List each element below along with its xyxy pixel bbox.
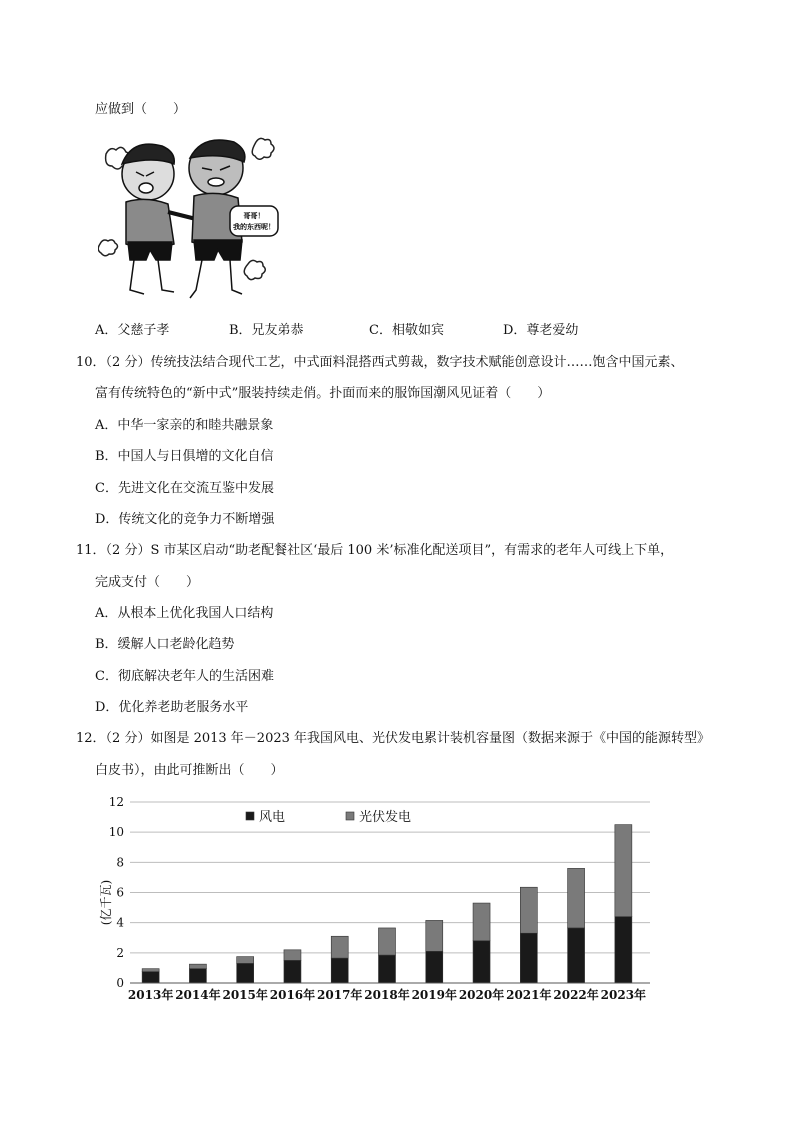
- q12-stem-line-1: 12．（2 分）如图是 2013 年－2023 年我国风电、光伏发电累计装机容量图（数据来源于《中国的能源转型》: [76, 731, 711, 746]
- bar-wind-2017年: [331, 958, 348, 983]
- q12-stem-line-2: 白皮书），由此可推断出（ ）: [95, 763, 284, 778]
- legend-swatch-wind: [246, 812, 254, 820]
- q10-option-d[interactable]: D．传统文化的竞争力不断增强: [95, 512, 275, 527]
- q11-stem-line-1: 11．（2 分）S 市某区启动“助老配餐社区‘最后 100 米’标准化配送项目”，有需求的老年人可线上下单，: [76, 543, 674, 558]
- x-tick-label-2023年: 2023年: [600, 988, 647, 1002]
- y-axis-label: (亿千瓦): [99, 879, 113, 926]
- q10-option-a[interactable]: A．中华一家亲的和睦共融景象: [95, 418, 274, 433]
- y-tick-label-10: 10: [108, 825, 124, 840]
- bar-wind-2016年: [284, 960, 301, 983]
- bar-solar-2020年: [473, 903, 490, 941]
- q11-option-a[interactable]: A．从根本上优化我国人口结构: [95, 606, 274, 621]
- y-tick-label-4: 4: [116, 915, 124, 930]
- capacity-stacked-bar-chart: [98, 790, 658, 1010]
- bar-wind-2020年: [473, 941, 490, 983]
- bar-solar-2022年: [568, 868, 585, 928]
- chart-legend: [246, 809, 411, 825]
- bar-solar-2014年: [189, 964, 206, 969]
- q11-option-b[interactable]: B．缓解人口老龄化趋势: [95, 637, 235, 652]
- x-tick-label-2018年: 2018年: [364, 988, 410, 1002]
- speech-bubble-line-1: 哥哥！: [243, 211, 265, 220]
- x-tick-label-2013年: 2013年: [127, 988, 174, 1002]
- q11-stem-line-2: 完成支付（ ）: [95, 575, 200, 590]
- bar-wind-2019年: [426, 951, 443, 983]
- x-tick-label-2014年: 2014年: [175, 988, 221, 1002]
- x-tick-label-2021年: 2021年: [506, 988, 552, 1002]
- legend-swatch-solar: [346, 812, 354, 820]
- bar-solar-2021年: [520, 887, 537, 933]
- bar-wind-2013年: [142, 972, 159, 983]
- speech-bubble-line-2: 我的东西呢！: [233, 222, 275, 231]
- x-tick-label-2017年: 2017年: [317, 988, 363, 1002]
- legend-label-solar: 光伏发电: [359, 810, 412, 825]
- bar-solar-2015年: [237, 957, 254, 964]
- bar-solar-2013年: [142, 969, 159, 972]
- q9-option-d[interactable]: D．尊老爱幼: [503, 323, 579, 338]
- x-tick-label-2016年: 2016年: [269, 988, 316, 1002]
- x-tick-label-2015年: 2015年: [222, 988, 268, 1002]
- bar-solar-2016年: [284, 950, 301, 961]
- q9-option-c[interactable]: C．相敬如宾: [369, 323, 444, 338]
- legend-label-wind: 风电: [259, 810, 286, 825]
- bar-wind-2022年: [568, 928, 585, 983]
- y-tick-label-6: 6: [116, 885, 124, 900]
- bar-wind-2014年: [189, 969, 206, 983]
- bar-solar-2017年: [331, 936, 348, 958]
- bar-solar-2018年: [379, 928, 396, 955]
- q9-stem-tail: 应做到（ ）: [95, 102, 187, 117]
- q11-option-d[interactable]: D．优化养老助老服务水平: [95, 700, 249, 715]
- bar-wind-2023年: [615, 917, 632, 983]
- x-tick-label-2022年: 2022年: [553, 988, 599, 1002]
- q9-option-a[interactable]: A．父慈子孝: [95, 323, 170, 338]
- q10-stem-line-2: 富有传统特色的“新中式”服装持续走俏。扑面而来的服饰国潮风见证着（ ）: [95, 386, 551, 401]
- y-tick-label-2: 2: [116, 945, 124, 960]
- cartoon-two-brothers-fighting: [98, 134, 282, 306]
- q10-option-b[interactable]: B．中国人与日俱增的文化自信: [95, 449, 274, 464]
- y-tick-label-8: 8: [116, 855, 124, 870]
- bar-wind-2015年: [237, 963, 254, 983]
- q9-option-b[interactable]: B．兄友弟恭: [229, 323, 304, 338]
- y-tick-label-0: 0: [116, 976, 124, 990]
- chart-bars: [142, 825, 632, 983]
- bar-wind-2018年: [379, 955, 396, 983]
- q11-option-c[interactable]: C．彻底解决老年人的生活困难: [95, 669, 274, 684]
- bar-wind-2021年: [520, 933, 537, 983]
- bar-solar-2019年: [426, 920, 443, 951]
- x-tick-label-2019年: 2019年: [411, 988, 457, 1002]
- bar-solar-2023年: [615, 825, 632, 917]
- q10-option-c[interactable]: C．先进文化在交流互鉴中发展: [95, 481, 274, 496]
- q10-stem-line-1: 10．（2 分）传统技法结合现代工艺，中式面料混搭西式剪裁，数字技术赋能创意设计……饱含中国元素、: [76, 355, 684, 370]
- y-tick-label-12: 12: [108, 795, 124, 809]
- q9-options: [95, 323, 695, 339]
- x-tick-label-2020年: 2020年: [458, 988, 505, 1002]
